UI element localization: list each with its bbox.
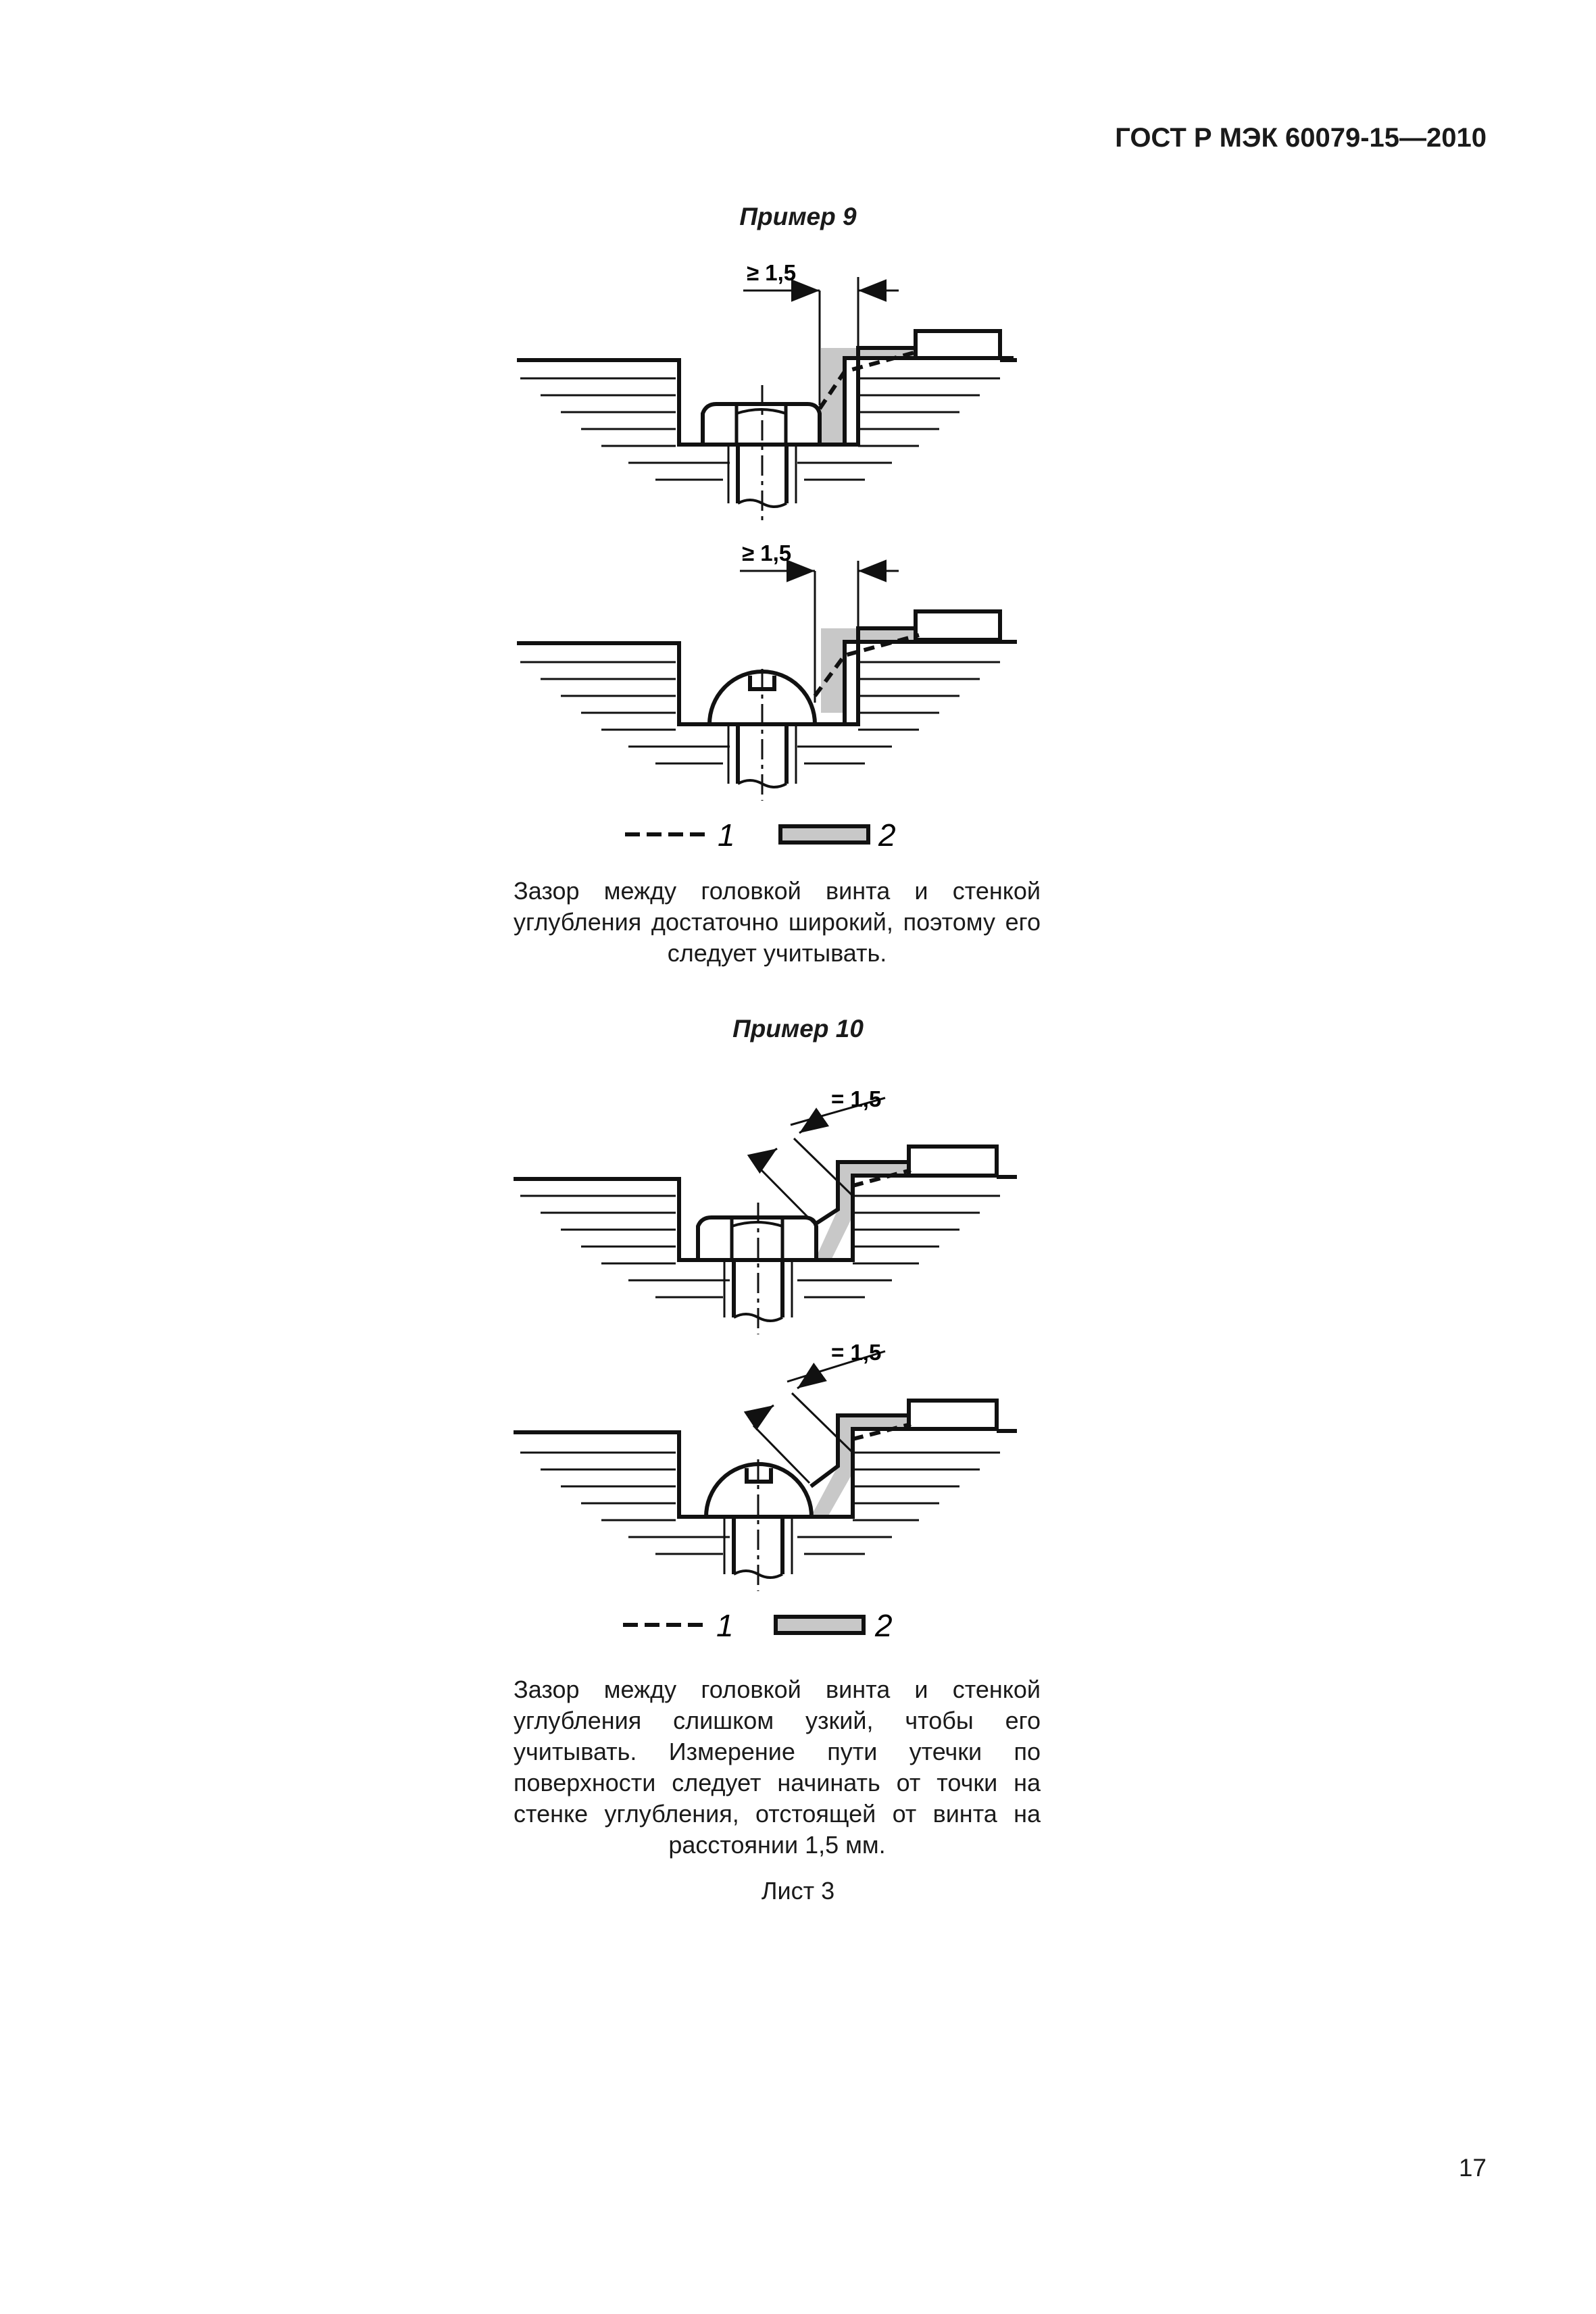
ex9-legend bbox=[625, 826, 868, 842]
example-9-title: Пример 9 bbox=[739, 203, 857, 230]
sheet-label: Лист 3 bbox=[761, 1877, 835, 1905]
page-number: 17 bbox=[1458, 2154, 1487, 2182]
ex10-dim-bottom: = 1,5 bbox=[831, 1340, 882, 1365]
ex10-figure-hex bbox=[514, 1098, 1017, 1334]
ex10-round-hatching bbox=[520, 1453, 1000, 1554]
ex9-dim-top: ≥ 1,5 bbox=[747, 260, 797, 285]
ex9-legend-2: 2 bbox=[878, 818, 896, 853]
ex10-dim-top: = 1,5 bbox=[831, 1086, 882, 1111]
ex10-legend-2: 2 bbox=[875, 1608, 893, 1643]
example-10-caption: Зазор между головкой винта и стенкой углубления слишком узкий, чтобы его учитывать. Измерение пути утечки по поверхности следует начинать от точки на стенке углубления, отстоящей от винта на расстоянии 1,5 мм. bbox=[514, 1676, 1041, 1859]
ex10-figure-round bbox=[514, 1351, 1017, 1591]
ex10-hex-hatching bbox=[520, 1196, 1000, 1297]
ex9-dim-bottom: ≥ 1,5 bbox=[742, 540, 792, 565]
example-9-caption: Зазор между головкой винта и стенкой углубления достаточно широкий, поэтому его следует учитывать. bbox=[514, 877, 1041, 967]
ex10-legend bbox=[623, 1617, 864, 1633]
standard-number: ГОСТ Р МЭК 60079-15—2010 bbox=[1115, 123, 1487, 153]
ex10-legend-gray-bar bbox=[776, 1617, 864, 1633]
ex9-figure-hex bbox=[517, 277, 1017, 520]
ex9-legend-1: 1 bbox=[718, 818, 735, 853]
ex9-legend-gray-bar bbox=[780, 826, 868, 842]
ex9-hex-hatching bbox=[520, 378, 1000, 480]
ex10-legend-1: 1 bbox=[716, 1608, 734, 1643]
example-10-title: Пример 10 bbox=[732, 1015, 864, 1042]
ex9-figure-round bbox=[517, 561, 1017, 801]
